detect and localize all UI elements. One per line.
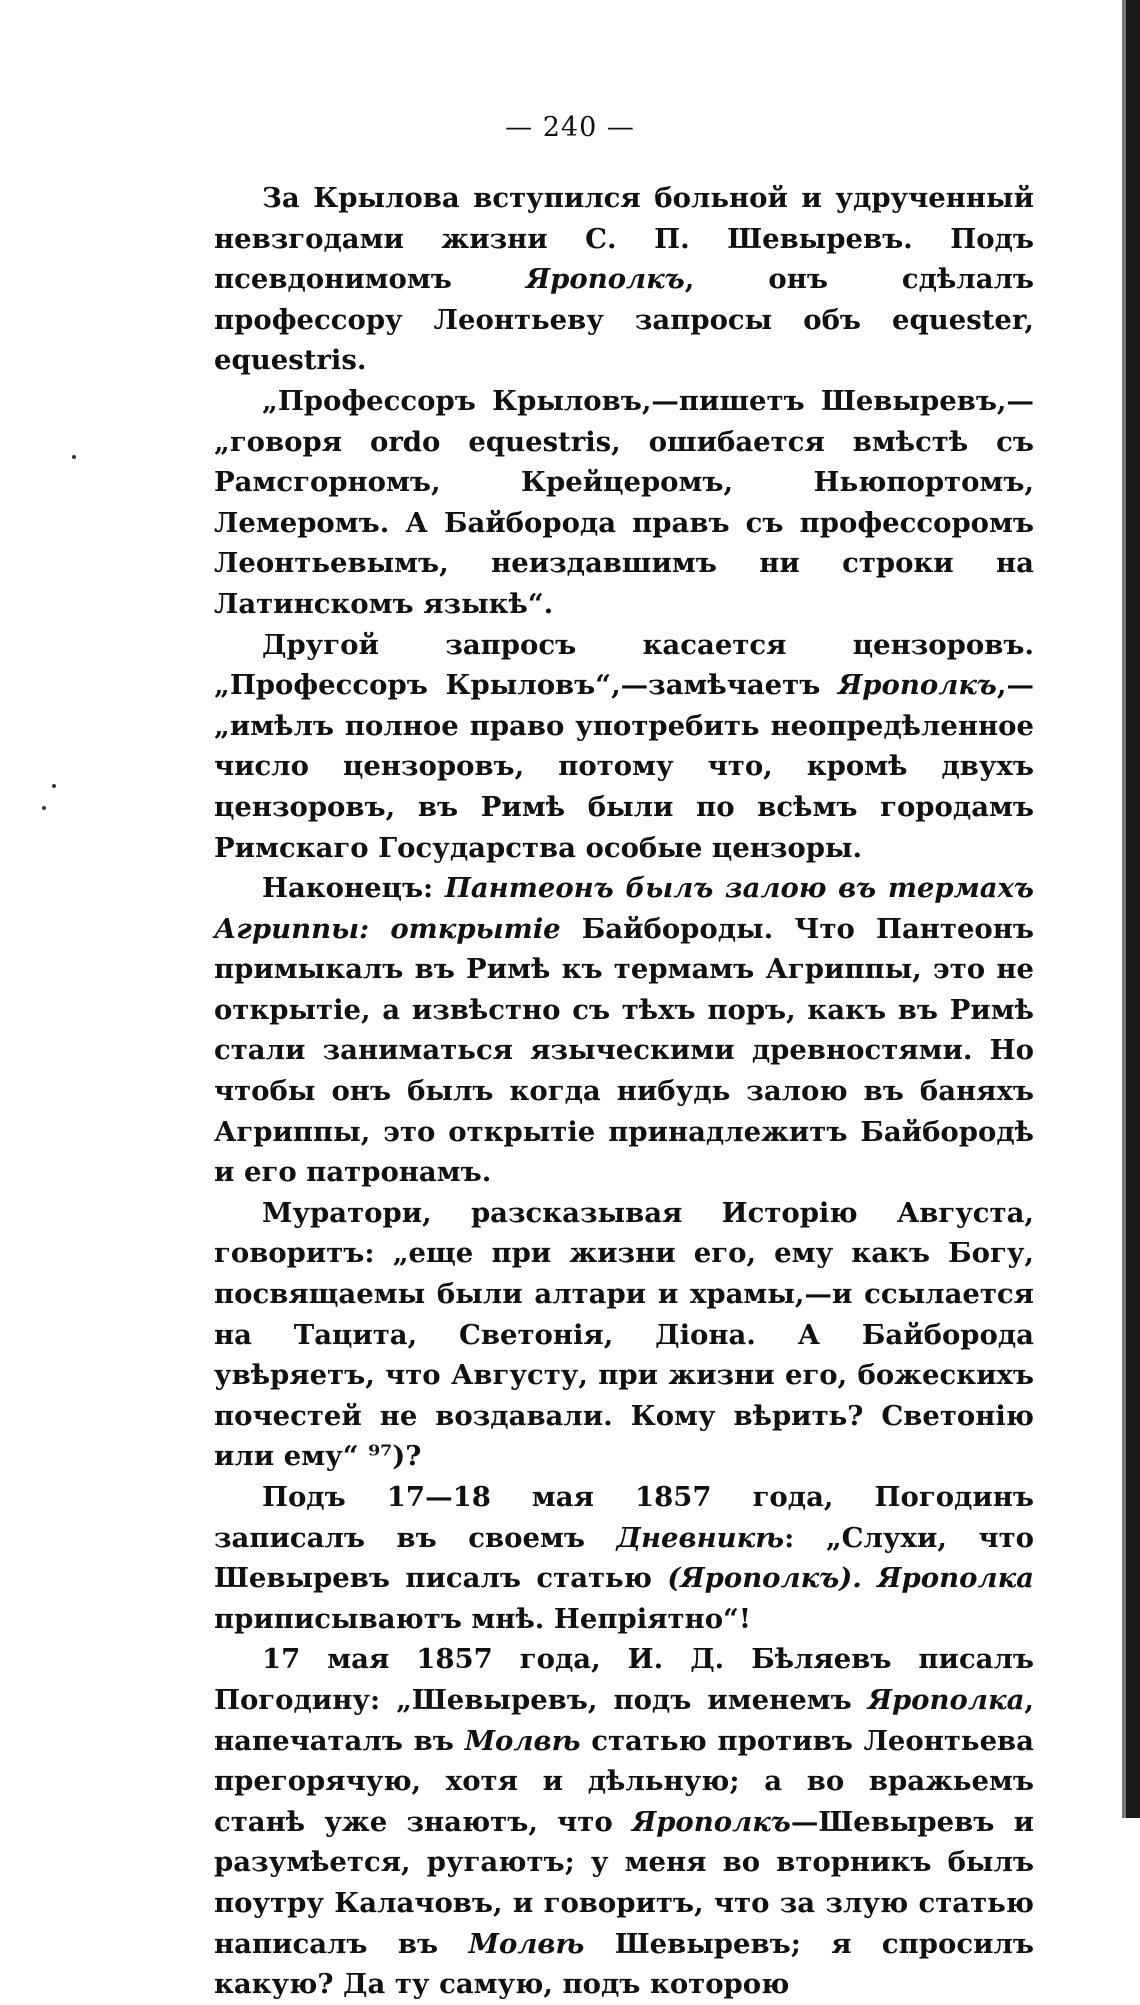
italic-run: Ярополка xyxy=(867,1683,1025,1716)
paragraph xyxy=(214,1193,1034,1477)
italic-run: Ярополкъ xyxy=(838,669,997,702)
italic-run: Молвѣ xyxy=(468,1927,585,1960)
text-run: статью противъ Леонтьева прегорячую, хотя и дѣльную; а во вражьемъ станѣ уже знаютъ, что xyxy=(214,1724,1034,1838)
text-run: , онъ сдѣлалъ профессору Леонтьеву запросы объ equester, equestris. xyxy=(214,263,1035,377)
body-text xyxy=(214,178,1034,2005)
italic-run: (Ярополкъ). Ярополка xyxy=(667,1562,1034,1595)
paragraph xyxy=(214,178,1034,381)
italic-run: Ярополкъ xyxy=(525,263,685,296)
text-run: Шевыревъ; я спросилъ какую? Да ту самую, подъ которою xyxy=(214,1927,1035,2001)
text-run: Байбороды. Что Пантеонъ примыкалъ въ Римѣ къ термамъ Агриппы, это не открытіе, а извѣстно съ тѣхъ поръ, какъ въ Римѣ стали заниматься языческими древностями. Но чтобы онъ былъ когда нибудь залою въ баняхъ Агриппы, это открытіе принадлежитъ Байбородѣ и его патронамъ. xyxy=(214,912,1035,1189)
text-run: приписываютъ мнѣ. Непріятно“! xyxy=(214,1602,751,1635)
text-run: Другой запросъ касается цензоровъ. „Профессоръ Крыловъ“,—замѣчаетъ xyxy=(214,628,1034,702)
speck xyxy=(42,806,46,810)
page-edge xyxy=(1126,0,1140,1818)
page-number: — 240 — xyxy=(505,112,635,143)
text-run: Подъ 17—18 мая 1857 года, Погодинъ записалъ въ своемъ xyxy=(214,1481,1034,1554)
text-run: —Шевыревъ и разумѣется, ругаютъ; у меня во вторникъ былъ поутру Калачовъ, и говоритъ, что за злую статью написалъ въ xyxy=(214,1805,1034,1960)
italic-run: Ярополкъ xyxy=(631,1805,791,1838)
italic-run: Пантеонъ былъ залою въ термахъ Агриппы: открытіе xyxy=(214,872,1034,945)
text-run: За Крылова вступился больной и удрученный невзгодами жизни С. П. Шевыревъ. Подъ псевдонимомъ xyxy=(214,182,1034,296)
text-run: Муратори, разсказывая Исторію Августа, говоритъ: „еще при жизни его, ему какъ Богу, посвящаемы были алтари и храмы,—и ссылается на Тацита, Светонія, Діона. А Байборода увѣряетъ, что Августу, при жизни его, божескихъ почестей не воздавали. Кому вѣрить? Светонію или ему“ ⁹⁷)? xyxy=(214,1196,1034,1473)
text-run: „Профессоръ Крыловъ,—пишетъ Шевыревъ,—„говоря ordo equestris, ошибается вмѣстѣ съ Рамсгорномъ, Крейцеромъ, Ньюпортомъ, Лемеромъ. А Байборода правъ съ профессоромъ Леонтьевымъ, неиздавшимъ ни строки на Латинскомъ языкѣ“. xyxy=(214,384,1034,620)
paragraph xyxy=(214,1477,1034,1639)
text-run: , напечаталъ въ xyxy=(214,1683,1034,1757)
italic-run: Молвѣ xyxy=(464,1724,581,1757)
paragraph xyxy=(214,868,1034,1193)
text-run: Наконецъ: xyxy=(262,872,445,905)
speck xyxy=(72,455,76,459)
paragraph xyxy=(214,1639,1034,2004)
text-run: 17 мая 1857 года, И. Д. Бѣляевъ писалъ Погодину: „Шевыревъ, подъ именемъ xyxy=(214,1643,1034,1716)
italic-run: Дневникѣ xyxy=(616,1521,785,1554)
paragraph xyxy=(214,381,1034,625)
speck xyxy=(52,784,56,788)
text-run: ,—„имѣлъ полное право употребить неопредѣленное число цензоровъ, потому что, кромѣ двухъ цензоровъ, въ Римѣ были по всѣмъ городамъ Римскаго Государства особые цензоры. xyxy=(214,669,1034,864)
paragraph xyxy=(214,625,1034,869)
text-run: : „Слухи, что Шевыревъ писалъ статью xyxy=(214,1521,1034,1595)
